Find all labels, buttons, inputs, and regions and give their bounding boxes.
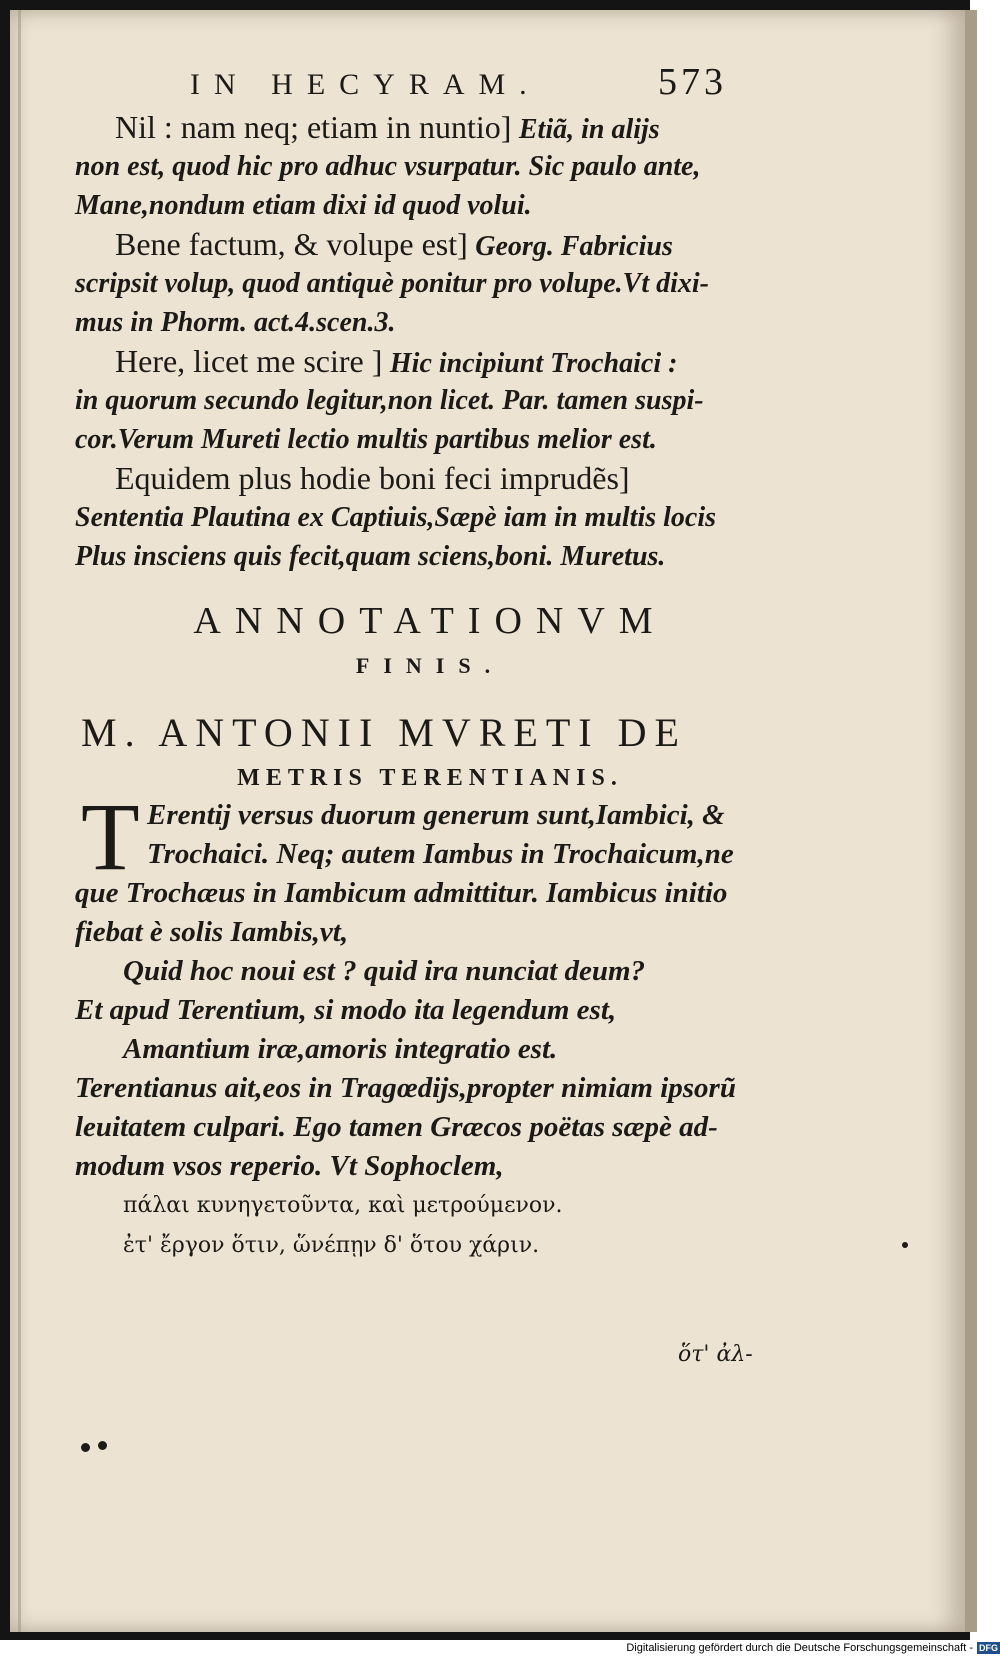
annotation-line: in quorum secundo legitur,non licet. Par. tamen suspi-	[75, 385, 704, 416]
ink-dot	[98, 1441, 107, 1450]
lemma: Here, licet me scire ]	[115, 343, 383, 379]
gloss: Georg. Fabricius	[475, 231, 673, 262]
greek-verse: ἐτ' ἔργον ὅτιν, ὥνέπῃν δ' ὅτου χάριν.	[123, 1233, 540, 1258]
annotation-line	[75, 108, 785, 147]
page-edge	[965, 10, 977, 1632]
credit-text: Digitalisierung gefördert durch die Deutsche Forschungsgemeinschaft -	[626, 1642, 973, 1654]
gutter-shadow	[18, 10, 21, 1632]
body-line: fiebat è solis Iambis,vt,	[75, 916, 349, 948]
gloss: Hic incipiunt Trochaici :	[389, 348, 678, 379]
annotation-line	[75, 342, 785, 381]
end-heading: ANNOTATIONVM	[193, 600, 667, 642]
book-page	[10, 10, 965, 1632]
dfg-logo: DFG	[979, 1643, 998, 1654]
section-title: M. ANTONII MVRETI DE	[81, 710, 687, 755]
lemma: Equidem plus hodie boni feci imprudẽs]	[115, 460, 630, 496]
annotation-line: scripsit volup, quod antiquè ponitur pro volupe.Vt dixi-	[75, 268, 709, 299]
annotation-line: mus in Phorm. act.4.scen.3.	[75, 307, 396, 338]
gloss: Etiã, in alijs	[518, 114, 660, 145]
lemma: Nil : nam neq; etiam in nuntio]	[115, 109, 512, 145]
catchword: ὅτ' ἀλ-	[678, 1342, 753, 1367]
body-line: Trochaici. Neq; autem Iambus in Trochaicum,ne	[147, 838, 734, 870]
opening-paragraph	[75, 783, 785, 890]
end-heading-finis: FINIS.	[355, 653, 505, 678]
spacer	[75, 576, 785, 596]
annotation-line: Mane,nondum etiam dixi id quod volui.	[75, 190, 532, 221]
body-line: Terentianus ait,eos in Tragœdijs,propter nimiam ipsorũ	[75, 1072, 736, 1104]
ink-dot	[902, 1242, 908, 1248]
ink-dot	[81, 1443, 90, 1452]
digitization-credit	[600, 1640, 1000, 1656]
annotation-line: non est, quod hic pro adhuc vsurpatur. Sic paulo ante,	[75, 151, 701, 182]
body-line: leuitatem culpari. Ego tamen Græcos poëtas sæpè ad-	[75, 1111, 718, 1143]
section-subtitle: METRIS TERENTIANIS.	[237, 765, 623, 791]
page-text	[75, 108, 785, 1266]
running-title: IN HECYRAM.	[190, 68, 541, 101]
verse-line: Quid hoc noui est ? quid ira nunciat deum?	[123, 955, 646, 987]
verse-line: Amantium iræ,amoris integratio est.	[123, 1033, 558, 1065]
body-line: que Trochæus in Iambicum admittitur. Iambicus initio	[75, 877, 728, 909]
body-line: Et apud Terentium, si modo ita legendum est,	[75, 994, 617, 1026]
body-line: modum vsos reperio. Vt Sophoclem,	[75, 1150, 504, 1182]
annotation-line	[75, 459, 785, 498]
lemma: Bene factum, & volupe est]	[115, 226, 468, 262]
page-number: 573	[658, 61, 727, 103]
drop-capital: T	[81, 783, 140, 890]
body-line: Erentij versus duorum generum sunt,Iambici, &	[147, 799, 725, 831]
annotation-line	[75, 225, 785, 264]
annotation-line: Sententia Plautina ex Captiuis,Sæpè iam in multis locis	[75, 502, 717, 533]
page-header	[180, 60, 780, 110]
annotation-line: cor.Verum Mureti lectio multis partibus melior est.	[75, 424, 657, 455]
greek-verse: πάλαι κυνηγετοῦντα, καὶ μετρούμενον.	[123, 1193, 563, 1218]
spacer	[75, 686, 785, 706]
annotation-line: Plus insciens quis fecit,quam sciens,boni. Muretus.	[75, 541, 666, 572]
